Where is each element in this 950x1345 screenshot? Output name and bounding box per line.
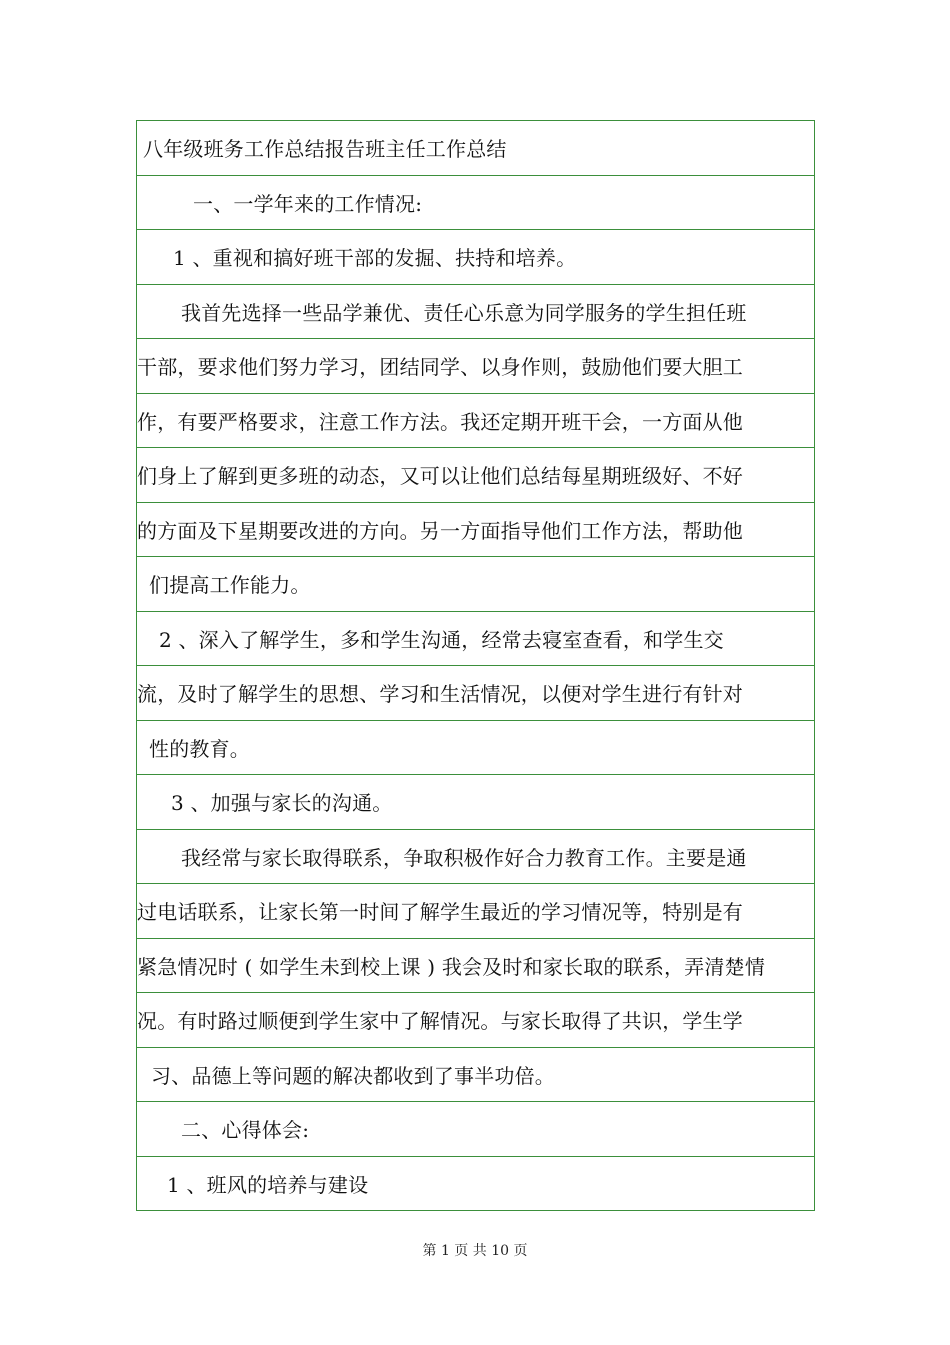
paragraph-line: 干部，要求他们努力学习，团结同学、以身作则，鼓励他们要大胆工	[137, 355, 743, 380]
text-line	[137, 1048, 814, 1103]
text-line	[137, 557, 814, 612]
text-line	[137, 612, 814, 667]
text-line	[137, 1102, 814, 1157]
document-title: 八年级班务工作总结报告班主任工作总结	[143, 137, 507, 162]
paragraph-line: 作，有要严格要求，注意工作方法。我还定期开班干会，一方面从他	[137, 409, 743, 434]
paragraph-line: 习、品德上等问题的解决都收到了事半功倍。	[151, 1063, 555, 1088]
paragraph-line: 况。有时路过顺便到学生家中了解情况。与家长取得了共识，学生学	[137, 1009, 743, 1034]
text-line	[137, 993, 814, 1048]
text-line	[137, 176, 814, 231]
item-heading: 1 、班风的培养与建设	[167, 1172, 369, 1197]
paragraph-line: 的方面及下星期要改进的方向。另一方面指导他们工作方法，帮助他	[137, 518, 743, 543]
text-line	[137, 230, 814, 285]
text-line	[137, 775, 814, 830]
text-line	[137, 448, 814, 503]
text-line	[137, 339, 814, 394]
text-line	[137, 394, 814, 449]
item-heading: 1 、重视和搞好班干部的发掘、扶持和培养。	[173, 246, 577, 271]
text-line	[137, 666, 814, 721]
document-table	[136, 120, 815, 1211]
paragraph-line: 我首先选择一些品学兼优、责任心乐意为同学服务的学生担任班	[181, 300, 747, 325]
text-line	[137, 1157, 814, 1212]
paragraph-line: 过电话联系，让家长第一时间了解学生最近的学习情况等，特别是有	[137, 900, 743, 925]
paragraph-line: 流，及时了解学生的思想、学习和生活情况，以便对学生进行有针对	[137, 682, 743, 707]
page-number-label: 第 1 页 共 10 页	[422, 1243, 528, 1259]
section-heading: 一、一学年来的工作情况:	[193, 191, 423, 216]
text-line	[137, 939, 814, 994]
text-line	[137, 721, 814, 776]
item-heading: 2 、深入了解学生，多和学生沟通，经常去寝室查看，和学生交	[159, 627, 724, 652]
text-line	[137, 285, 814, 340]
paragraph-line: 性的教育。	[149, 736, 250, 761]
paragraph-line: 们身上了解到更多班的动态，又可以让他们总结每星期班级好、不好	[137, 464, 743, 489]
text-line	[137, 884, 814, 939]
section-heading: 二、心得体会:	[181, 1118, 310, 1143]
paragraph-line: 们提高工作能力。	[149, 573, 311, 598]
page-footer	[0, 1240, 950, 1260]
paragraph-line: 我经常与家长取得联系，争取积极作好合力教育工作。主要是通	[181, 845, 747, 870]
paragraph-line: 紧急情况时 ( 如学生未到校上课 ) 我会及时和家长取的联系，弄清楚情	[137, 954, 766, 979]
text-line	[137, 830, 814, 885]
item-heading: 3 、加强与家长的沟通。	[171, 791, 393, 816]
document-title-row	[137, 121, 814, 176]
text-line	[137, 503, 814, 558]
